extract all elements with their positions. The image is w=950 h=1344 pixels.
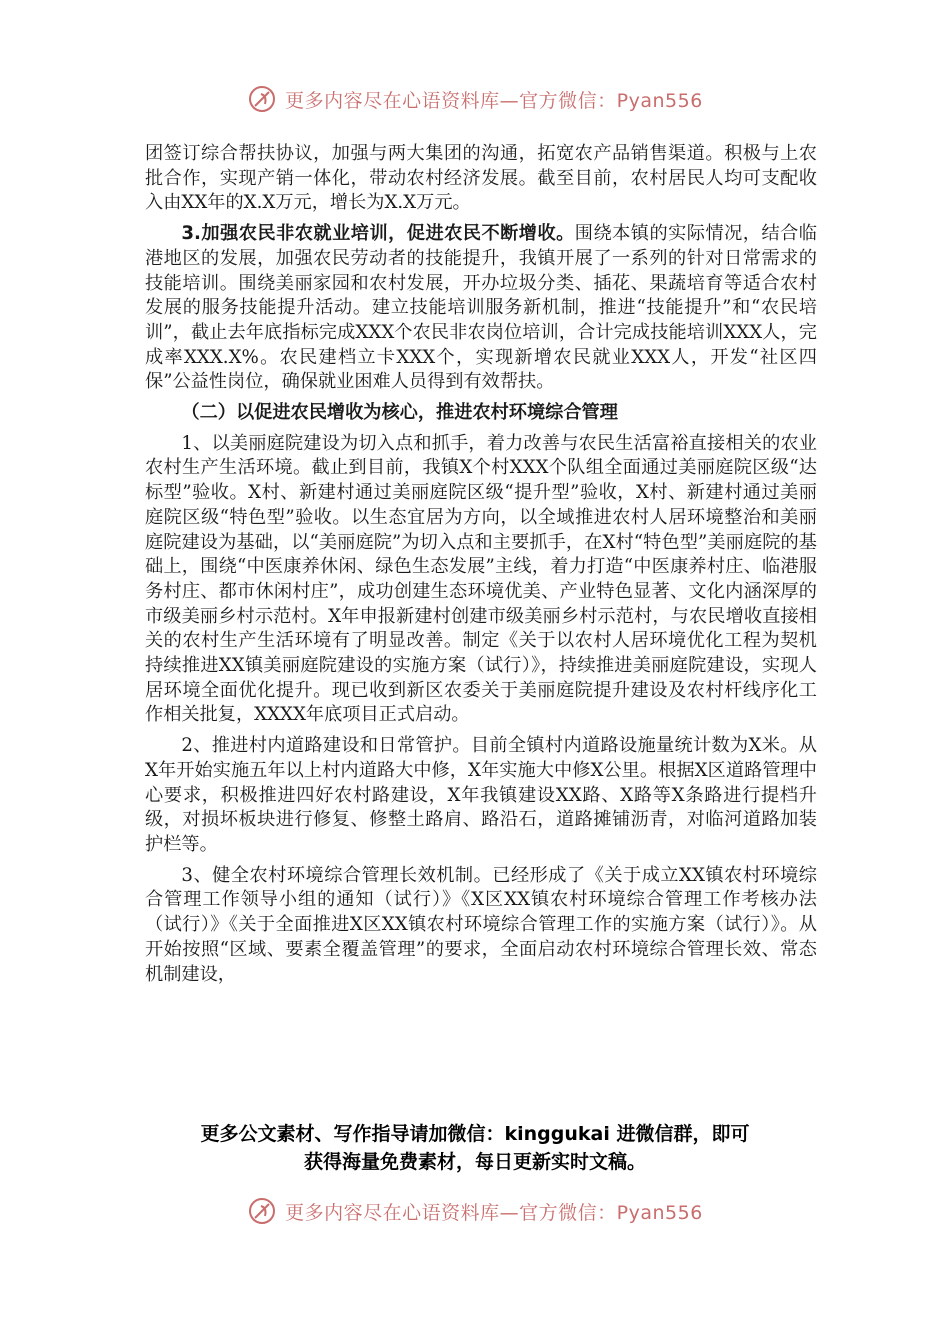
quill-logo-icon xyxy=(247,1196,277,1226)
header-watermark-text: 更多内容尽在心语资料库—官方微信：Pyan556 xyxy=(285,89,703,112)
paragraph-training xyxy=(145,222,817,395)
footer-watermark-text: 更多内容尽在心语资料库—官方微信：Pyan556 xyxy=(285,1201,703,1224)
promo-line-2: 获得海量免费素材，每日更新实时文稿。 xyxy=(303,1151,646,1173)
paragraph-training-body: 围绕本镇的实际情况，结合临港地区的发展，加强农民劳动者的技能提升，我镇开展了一系列的针对日常需求的技能培训。围绕美丽家园和农村发展，开办垃圾分类、插花、果蔬培育等适合农村发展的服务技能提升活动。建立技能培训服务新机制，推进“技能提升”和“农民培训”，截止去年底指标完成XXX个农民非农岗位培训，合计完成技能培训XXX人，完成率XXX.X%。农民建档立卡XXX个，实现新增农民就业XXX人，开发“社区四保”公益性岗位，确保就业困难人员得到有效帮扶。 xyxy=(145,223,817,393)
section-heading: （二）以促进农民增收为核心，推进农村环境综合管理 xyxy=(181,402,618,424)
paragraph-continuation: 团签订综合帮扶协议，加强与两大集团的沟通，拓宽农产品销售渠道。积极与上农批合作，实现产销一体化，带动农村经济发展。截至目前，农村居民人均可支配收入由XX年的X.X万元，增长为X.X万元。 xyxy=(145,143,817,214)
footer-watermark-banner xyxy=(0,1196,950,1226)
promo-line-1: 更多公文素材、写作指导请加微信：kinggukai 进微信群，即可 xyxy=(200,1123,750,1145)
paragraph-beautiful-courtyard: 1、以美丽庭院建设为切入点和抓手，着力改善与农民生活富裕直接相关的农业农村生产生活环境。截止到目前，我镇X个村XXX个队组全面通过美丽庭院区级“达标型”验收。X村、新建村通过美丽庭院区级“提升型”验收，X村、新建村通过美丽庭院区级“特色型”验收。以生态宜居为方向，以全域推进农村人居环境整治和美丽庭院建设为基础，以“美丽庭院”为切入点和主要抓手，在X村“特色型”美丽庭院的基础上，围绕“中医康养休闲、绿色生态发展”主线，着力打造“中医康养村庄、临港服务村庄、都市休闲村庄”，成功创建生态环境优美、产业特色显著、文化内涵深厚的市级美丽乡村示范村。X年申报新建村创建市级美丽乡村示范村，与农民增收直接相关的农村生产生活环境有了明显改善。制定《关于以农村人居环境优化工程为契机持续推进XX镇美丽庭院建设的实施方案（试行）》，持续推进美丽庭院建设，实现人居环境全面优化提升。现已收到新区农委关于美丽庭院提升建设及农村杆线序化工作相关批复，XXXX年底项目正式启动。 xyxy=(145,432,817,726)
paragraph-management-mechanism: 3、健全农村环境综合管理长效机制。已经形成了《关于成立XX镇农村环境综合管理工作领导小组的通知（试行）》《X区XX镇农村环境综合管理工作考核办法（试行）》《关于全面推进X区XX镇农村环境综合管理工作的实施方案（试行）》。从开始按照“区域、要素全覆盖管理”的要求，全面启动农村环境综合管理长效、常态机制建设， xyxy=(145,864,817,985)
header-watermark-banner xyxy=(0,84,950,114)
promo-notice xyxy=(120,1120,830,1176)
quill-logo-icon xyxy=(247,84,277,114)
document-body xyxy=(145,142,817,993)
paragraph-village-roads: 2、推进村内道路建设和日常管护。目前全镇村内道路设施量统计数为X米。从X年开始实施五年以上村内道路大中修，X年实施大中修X公里。根据X区道路管理中心要求，积极推进四好农村路建设，X年我镇建设XX路、X路等X条路进行提档升级，对损坏板块进行修复、修整土路肩、路沿石，道路摊铺沥青，对临河道路加装护栏等。 xyxy=(145,735,817,855)
paragraph-training-lead: 3.加强农民非农就业培训，促进农民不断增收。 xyxy=(181,223,575,245)
